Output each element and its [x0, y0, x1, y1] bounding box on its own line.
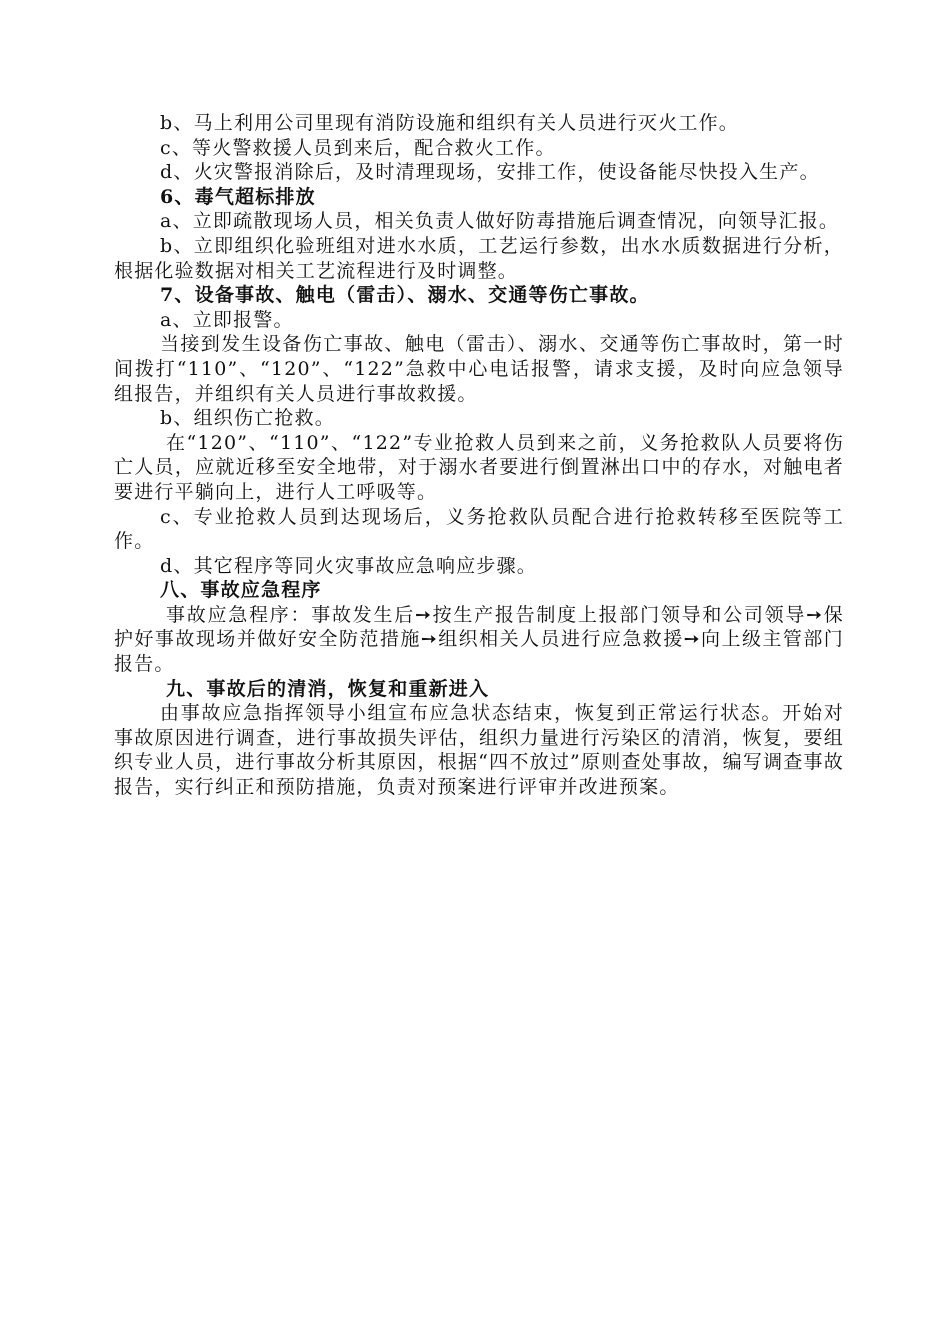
paragraph: c、等火警救援人员到来后，配合救火工作。: [160, 136, 556, 159]
paragraph: b、组织伤亡抢救。: [160, 407, 335, 430]
paragraph: 在“120”、“110”、“122”专业抢救人员到来之前，义务抢救队人员要将伤亡人员，应就近移至安全地带，对于溺水者要进行倒置淋出口中的存水，对触电者要进行平躺向上，进行人工呼吸等。: [114, 431, 844, 503]
document-body: [114, 111, 844, 800]
paragraph: c、专业抢救人员到达现场后，义务抢救队员配合进行抢救转移至医院等工作。: [114, 505, 844, 553]
paragraph: d、火灾警报消除后，及时清理现场，安排工作，使设备能尽快投入生产。: [160, 161, 820, 184]
section-heading: 八、事故应急程序: [160, 579, 322, 602]
paragraph: 由事故应急指挥领导小组宣布应急状态结束，恢复到正常运行状态。开始对事故原因进行调查，进行事故损失评估，组织力量进行污染区的清消，恢复，要组织专业人员，进行事故分析其原因，根据“四不放过”原则查处事故，编写调查事故报告，实行纠正和预防措施，负责对预案进行评审并改进预案。: [114, 702, 844, 799]
paragraph: b、立即组织化验班组对进水水质，工艺运行参数，出水水质数据进行分析，根据化验数据对相关工艺流程进行及时调整。: [114, 234, 844, 282]
paragraph: d、其它程序等同火灾事故应急响应步骤。: [160, 554, 537, 577]
section-heading: 7、设备事故、触电（雷击）、溺水、交通等伤亡事故。: [160, 284, 650, 307]
section-heading: 6、毒气超标排放: [160, 185, 316, 208]
paragraph: 当接到发生设备伤亡事故、触电（雷击）、溺水、交通等伤亡事故时，第一时间拨打“110”、“120”、“122”急救中心电话报警，请求支援，及时向应急领导组报告，并组织有关人员进行事故救援。: [114, 333, 844, 405]
paragraph: a、立即疏散现场人员，相关负责人做好防毒措施后调查情况，向领导汇报。: [160, 210, 840, 233]
paragraph: 事故应急程序：事故发生后➙按生产报告制度上报部门领导和公司领导➙保护好事故现场并做好安全防范措施➙组织相关人员进行应急救援➙向上级主管部门报告。: [114, 603, 844, 676]
section-heading: 九、事故后的清消，恢复和重新进入: [166, 677, 490, 700]
paragraph: a、立即报警。: [160, 308, 294, 331]
paragraph: b、马上利用公司里现有消防设施和组织有关人员进行灭火工作。: [160, 112, 739, 134]
